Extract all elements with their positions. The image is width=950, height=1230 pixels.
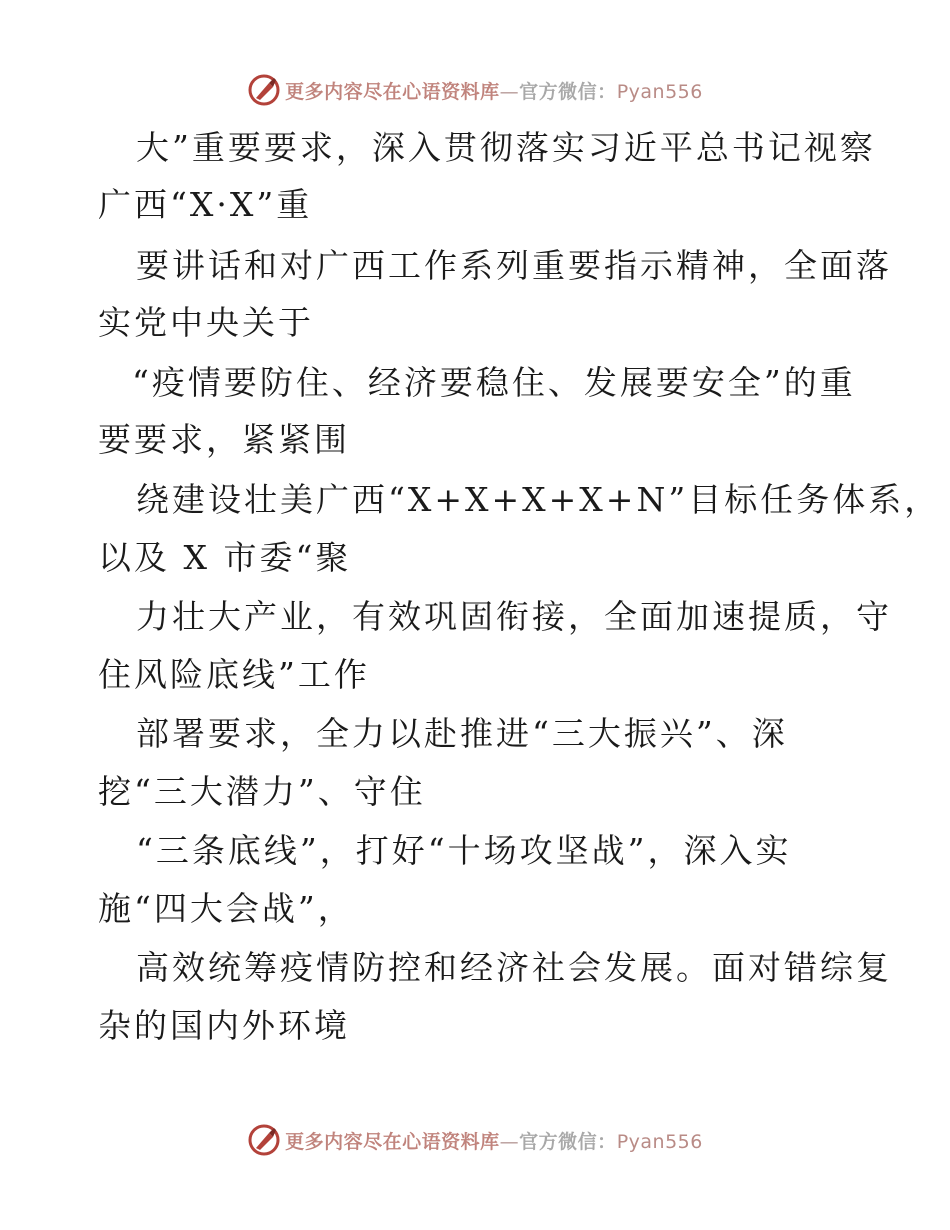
text-line: 高效统筹疫情防控和经济社会发展。面对错综复 bbox=[136, 948, 892, 987]
text-line: “疫情要防住、经济要稳住、发展要安全”的重 bbox=[132, 363, 856, 402]
text-line: 实党中央关于 bbox=[98, 303, 314, 342]
text-line: 杂的国内外环境 bbox=[98, 1006, 350, 1045]
text-line: 大”重要要求，深入贯彻落实习近平总书记视察 bbox=[136, 128, 876, 167]
watermark-brand: 更多内容尽在心语资料库 bbox=[285, 1130, 500, 1153]
watermark-wechat-label: 官方微信： bbox=[519, 1130, 617, 1153]
watermark-text bbox=[285, 77, 703, 104]
brand-logo-icon bbox=[247, 73, 281, 107]
text-line: 以及 X 市委“聚 bbox=[98, 538, 352, 577]
watermark-wechat-id: Pyan556 bbox=[616, 1130, 703, 1153]
text-line: “三条底线”，打好“十场攻坚战”，深入实 bbox=[136, 831, 792, 870]
watermark-text bbox=[285, 1127, 703, 1154]
watermark-wechat-label: 官方微信： bbox=[519, 80, 617, 103]
text-line: 绕建设壮美广西“X+X+X+X+N”目标任务体系， bbox=[136, 480, 941, 519]
text-line: 部署要求，全力以赴推进“三大振兴”、深 bbox=[136, 714, 788, 753]
text-line: 挖“三大潜力”、守住 bbox=[98, 772, 426, 811]
text-line: 施“四大会战”， bbox=[98, 889, 354, 928]
watermark-brand: 更多内容尽在心语资料库 bbox=[285, 80, 500, 103]
brand-logo-icon bbox=[247, 1123, 281, 1157]
header-watermark bbox=[0, 72, 950, 108]
watermark-separator: — bbox=[499, 80, 520, 103]
watermark-wechat-id: Pyan556 bbox=[616, 80, 703, 103]
text-line: 力壮大产业，有效巩固衔接，全面加速提质，守 bbox=[136, 597, 892, 636]
footer-watermark bbox=[0, 1122, 950, 1158]
text-line: 广西“X·X”重 bbox=[98, 185, 313, 224]
watermark-separator: — bbox=[499, 1130, 520, 1153]
text-line: 要讲话和对广西工作系列重要指示精神，全面落 bbox=[136, 246, 892, 285]
text-line: 住风险底线”工作 bbox=[98, 655, 370, 694]
text-line: 要要求，紧紧围 bbox=[98, 420, 350, 459]
